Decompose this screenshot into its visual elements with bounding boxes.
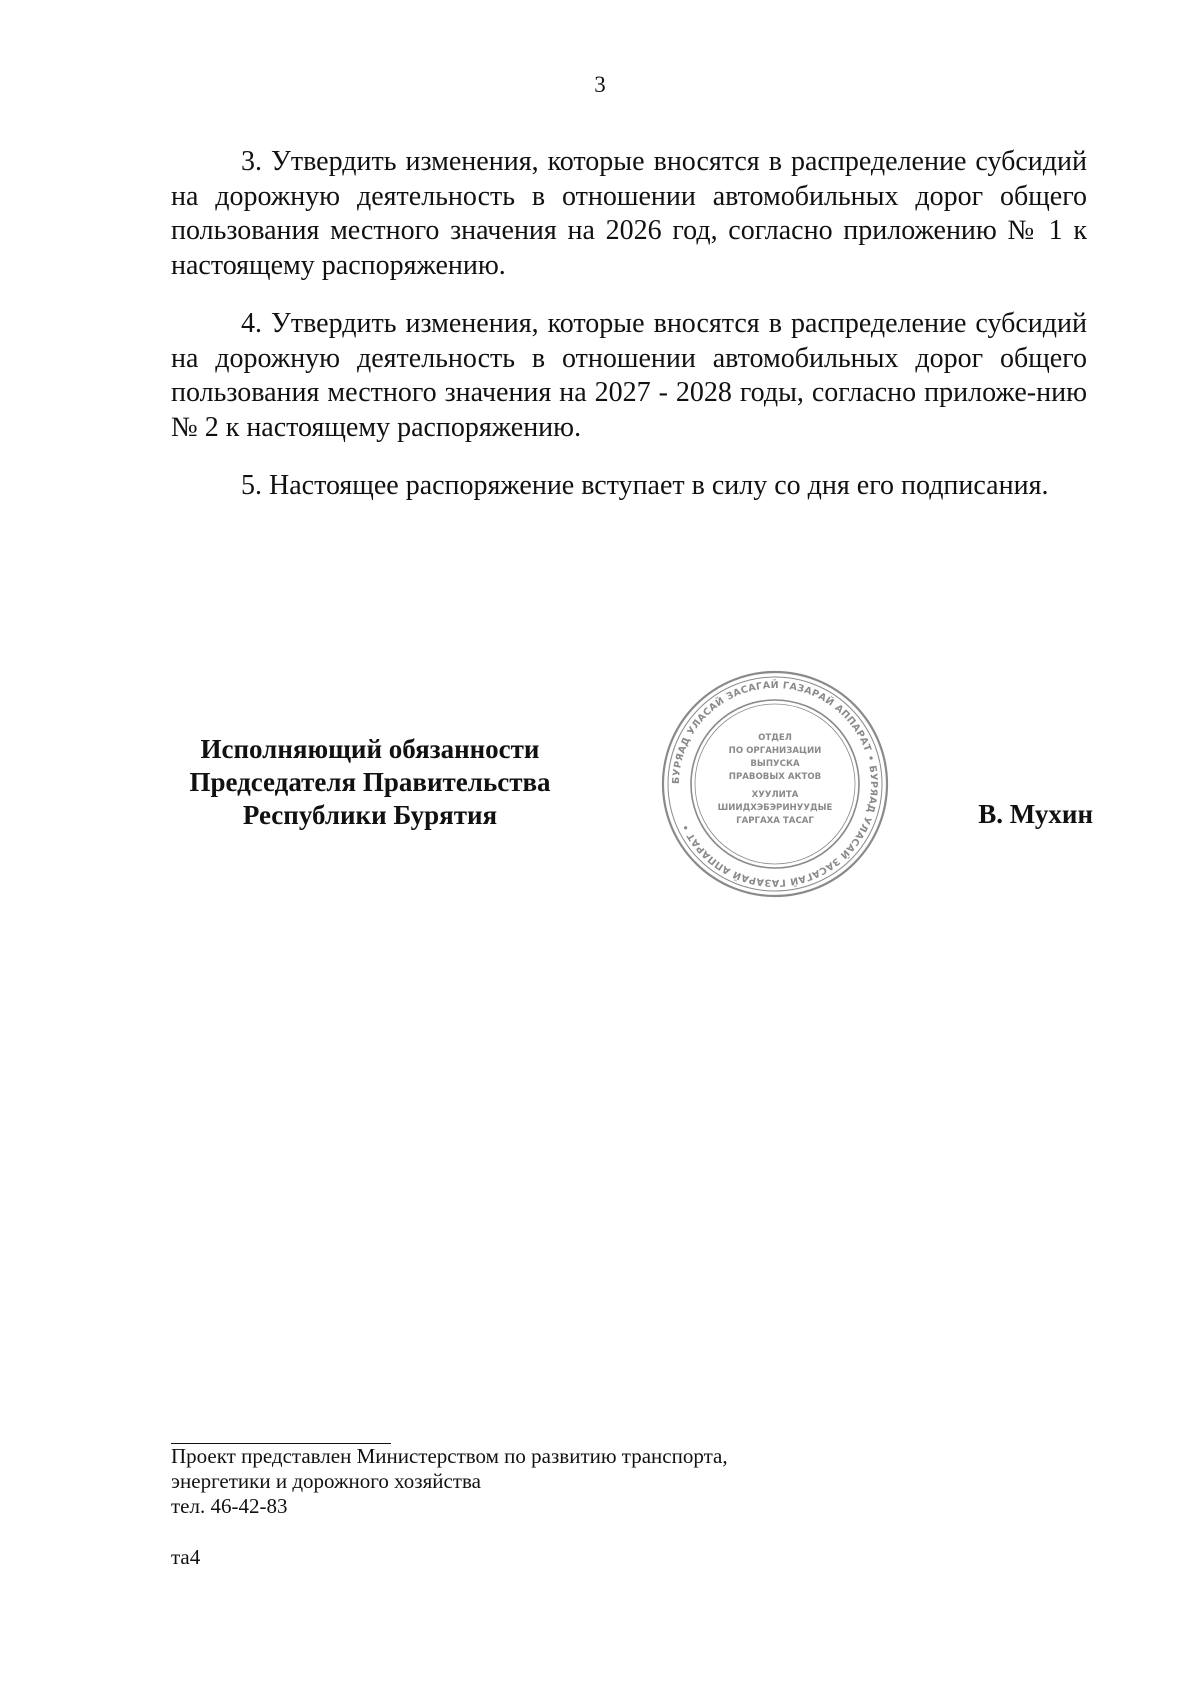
document-code: та4	[171, 1545, 201, 1569]
seal-center-line: ШИИДХЭБЭРИНУУДЫЕ	[717, 803, 833, 813]
seal-ring-text: БУРЯАД УЛАСАЙ ЗАСАГАЙ ГАЗАРАЙ АППАРАТ • БУРЯАД УЛАСАЙ ЗАСАГАЙ ГАЗАРАЙ АППАРАТ •	[670, 679, 880, 889]
official-seal-stamp	[650, 668, 900, 900]
seal-center-line: ВЫПУСКА	[750, 759, 800, 769]
footnote-line: энергетики и дорожного хозяйства	[171, 1469, 481, 1493]
footnote-line: тел. 46-42-83	[171, 1494, 288, 1518]
svg-text:БУРЯАД УЛАСАЙ ЗАСАГАЙ ГАЗАРАЙ	[671, 679, 879, 888]
paragraph-3	[171, 145, 1087, 283]
paragraph-text: 5. Настоящее распоряжение вступает в силу со дня его подписания.	[241, 470, 1049, 501]
footnote	[171, 1444, 971, 1519]
seal-center-line: ГАРГАХА ТАСАГ	[736, 816, 814, 826]
signatory-title-line: Исполняющий обязанности	[200, 734, 540, 764]
footnote-line: Проект представлен Министерством по развитию транспорта,	[171, 1444, 728, 1468]
seal-center-line: ПО ОРГАНИЗАЦИИ	[728, 746, 822, 756]
paragraph-text: 4. Утвердить изменения, которые вносятся в распределение субсидий на дорожную деятельность в отношении автомобильных дорог общего пользования местного значения на 2027 - 2028 годы, согласно приложе-нию № 2 к настоящему распоряжению.	[171, 308, 1087, 443]
seal-center-line: ПРАВОВЫХ АКТОВ	[728, 772, 822, 782]
paragraph-4	[171, 307, 1087, 445]
seal-center-line: ОТДЕЛ	[758, 733, 792, 743]
signatory-title-line: Республики Бурятия	[242, 800, 498, 830]
signatory-title-line: Председателя Правительства	[189, 767, 551, 797]
page-number: 3	[594, 72, 606, 97]
signatory-title	[160, 733, 580, 832]
seal-center-line: ХУУЛИТА	[751, 790, 799, 800]
paragraph-text: 3. Утвердить изменения, которые вносятся в распределение субсидий на дорожную деятельность в отношении автомобильных дорог общего пользования местного значения на 2026 год, согласно приложению № 1 к настоящему распоряжению.	[171, 146, 1087, 281]
paragraph-5	[171, 469, 1087, 504]
signer-name: В. Мухин	[978, 799, 1093, 829]
